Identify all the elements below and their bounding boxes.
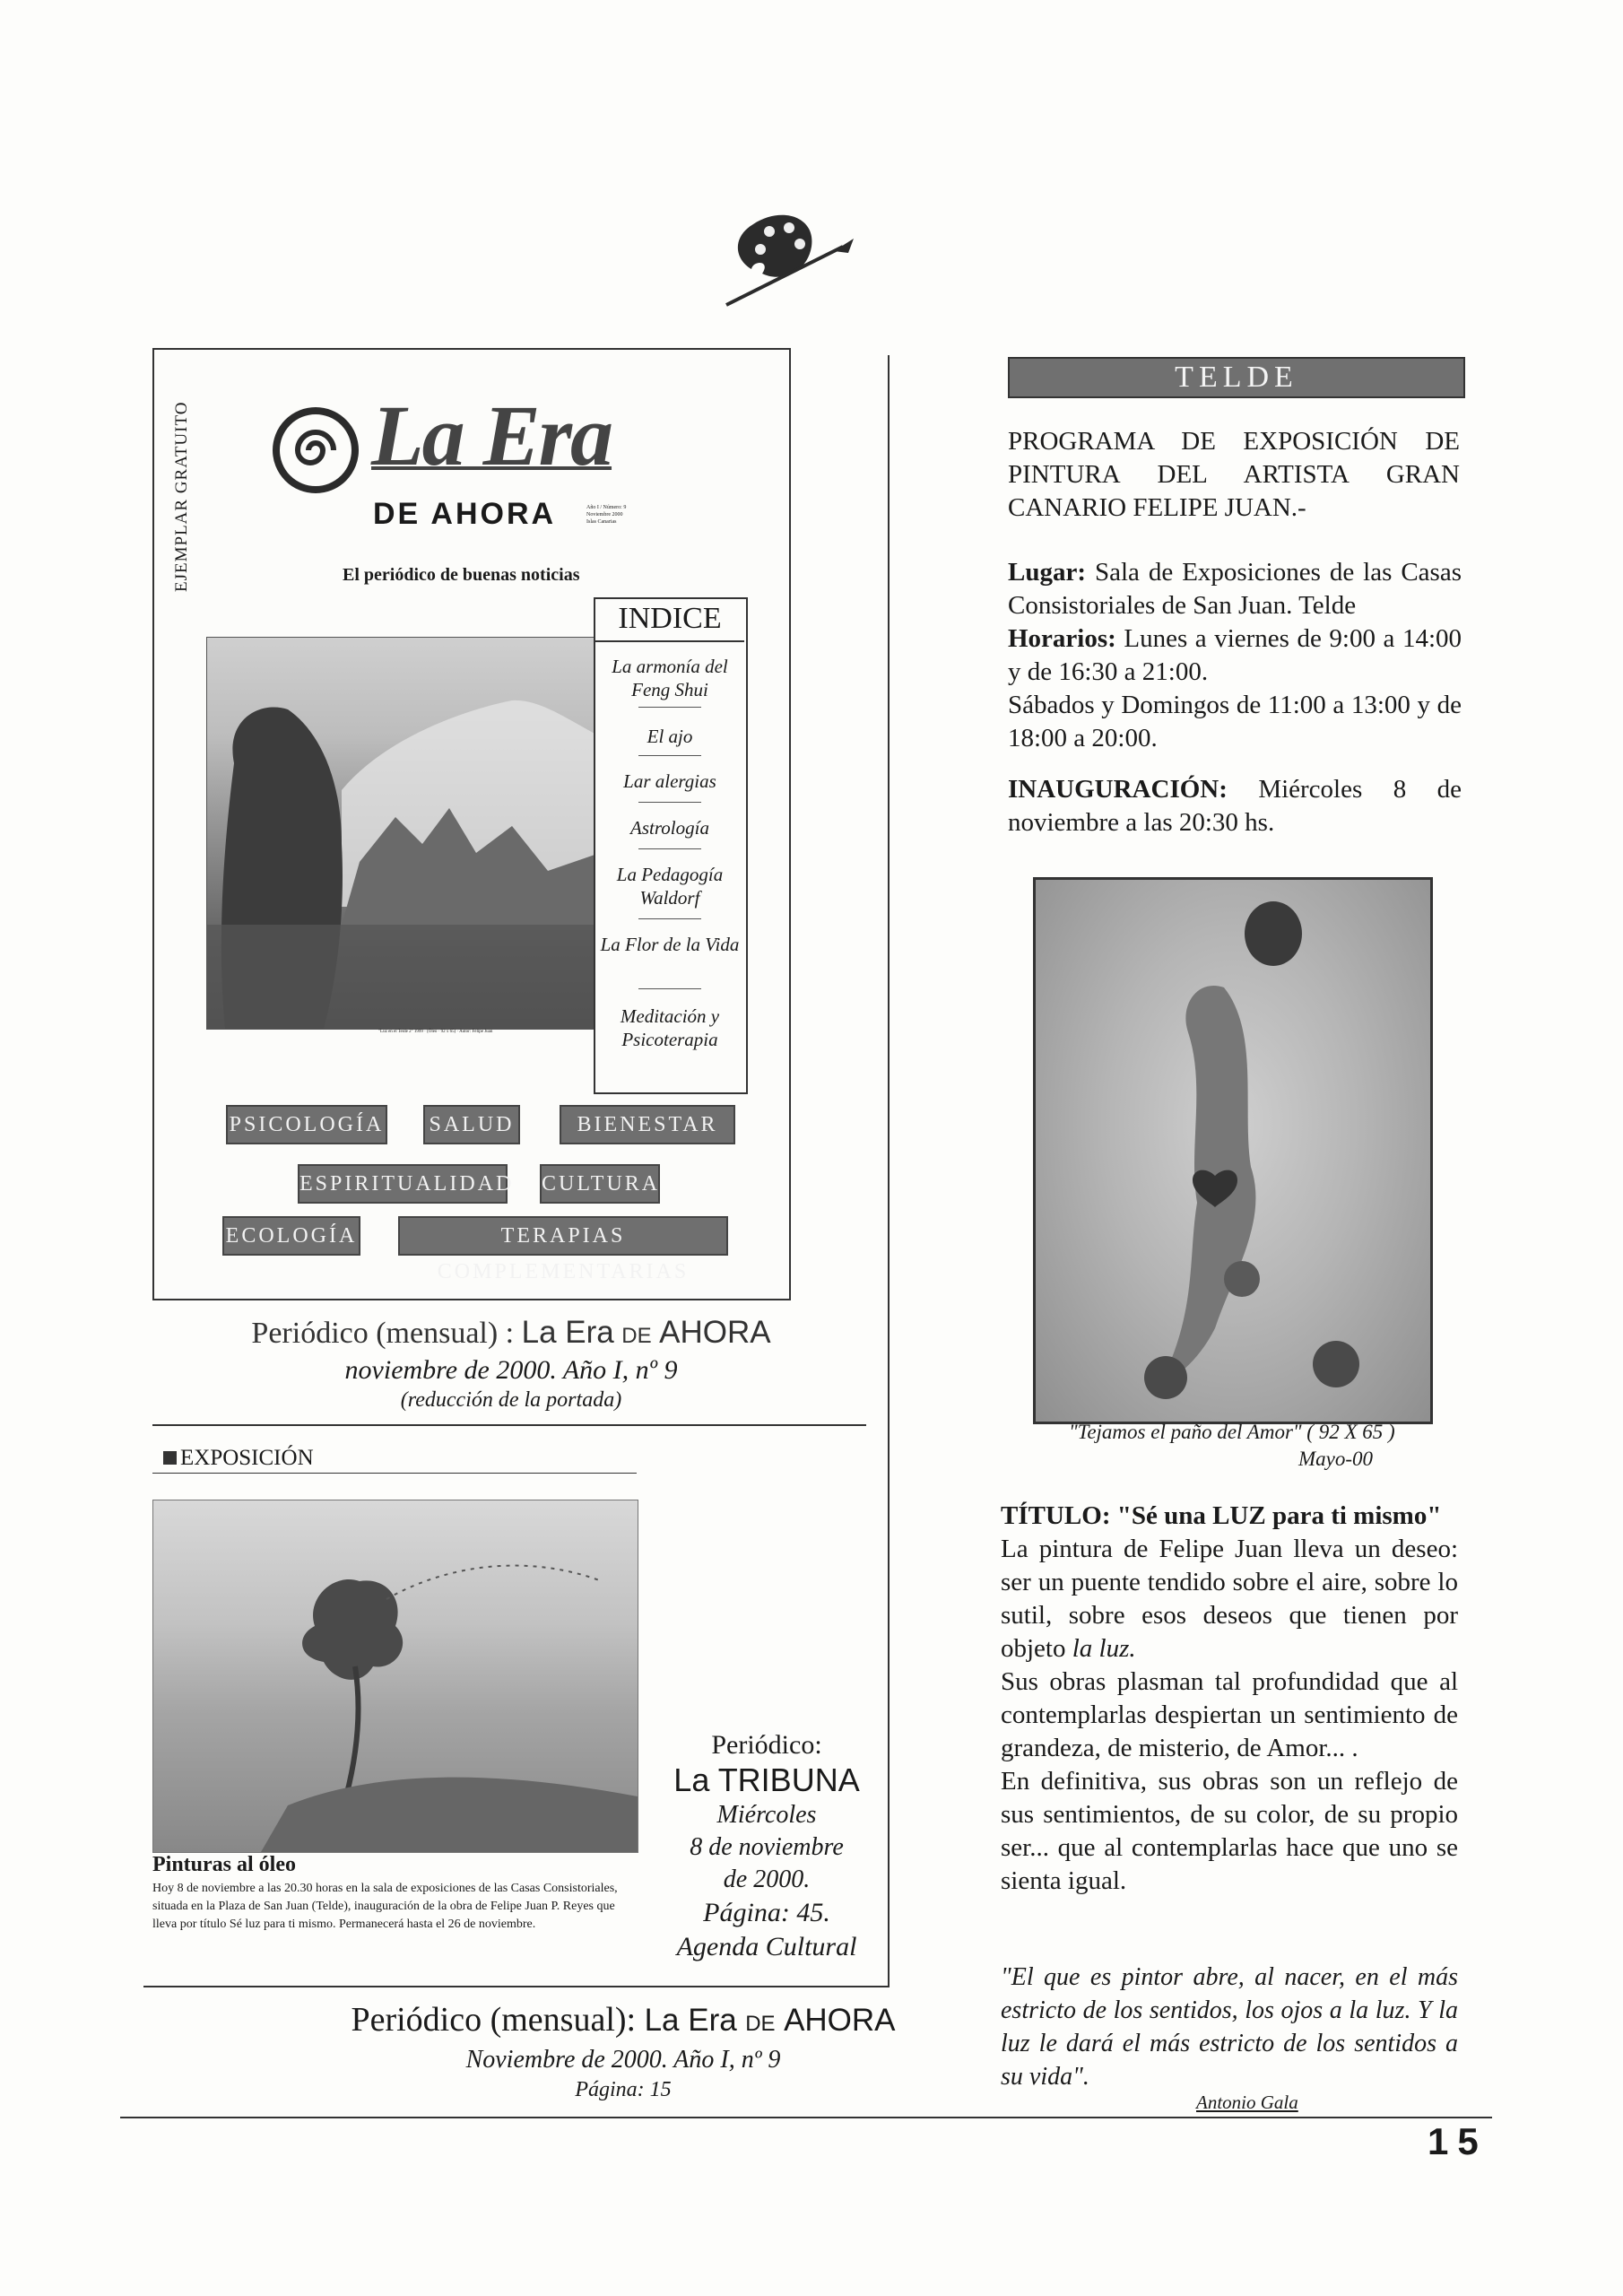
titulo-line (1001, 1500, 1458, 1533)
quote-author: Antonio Gala (1196, 2092, 1298, 2113)
lugar-label: Lugar: (1008, 558, 1086, 587)
square-bullet-icon (163, 1451, 177, 1465)
source-label: Periódico: (711, 1730, 822, 1760)
program-title: PROGRAMA DE EXPOSICIÓN DE PINTURA DEL ARTISTA GRAN CANARIO FELIPE JUAN.- (1008, 427, 1460, 522)
tagline: El periódico de buenas noticias (343, 565, 580, 585)
quote: "El que es pintor abre, al nacer, en el más estricto de los sentidos, los ojos a la luz. Y la luz le dará el más estricto de los sentidos a su vida". (1001, 1963, 1458, 2091)
source-line: Miércoles (716, 1801, 817, 1829)
tribuna-painting (152, 1500, 638, 1853)
article-paragraph (1001, 1533, 1458, 1665)
source-line: Agenda Cultural (676, 1932, 857, 1961)
vertical-label: EJEMPLAR GRATUITO (172, 401, 191, 592)
caption-prefix: Periódico (mensual) : (251, 1317, 515, 1350)
telde-header-text: TELDE (1175, 361, 1298, 394)
band-espiritualidad: ESPIRITUALIDAD (298, 1164, 508, 1204)
issue-line: Año I / Número: 9 (586, 505, 627, 510)
weekend-line: Sábados y Domingos de 11:00 a 13:00 y de 18:00 a 20:00. (1008, 691, 1462, 752)
section-label (163, 1446, 314, 1471)
inaug-text: Miércoles 8 de noviembre a las 20:30 hs. (1008, 775, 1462, 837)
horarios-label: Horarios: (1008, 624, 1116, 653)
column-divider (888, 355, 890, 1986)
info-block (1008, 556, 1462, 839)
painting-caption: "Tejamos el paño del Amor" ( 92 X 65 ) (1069, 1421, 1395, 1443)
painting-date: Mayo-00 (1298, 1448, 1374, 1470)
inaug-label: INAUGURACIÓN: (1008, 775, 1228, 804)
divider (638, 802, 701, 803)
article-text-italic: la luz. (1072, 1634, 1136, 1663)
cover-image-caption: "Luz en el Teide 2" 1999 · (Óleo · 92 x 65) · Autor: Felipe Juan (378, 1030, 493, 1034)
index-title: INDICE (595, 601, 744, 642)
issue-line: Islas Canarias (586, 519, 617, 525)
paper-name: La Era (521, 1315, 614, 1350)
index-box (594, 597, 748, 1094)
spiral-logo-icon (271, 405, 360, 495)
source-line: Página: 45. (703, 1898, 830, 1927)
divider (152, 1424, 866, 1426)
index-item: La Flor de la Vida (600, 934, 740, 955)
titulo-text: "Sé una LUZ para ti mismo" (1116, 1501, 1442, 1530)
band-bienestar: BIENESTAR (560, 1105, 735, 1144)
band-salud: SALUD (423, 1105, 520, 1144)
issue-info (586, 504, 626, 526)
inaug-line (1008, 773, 1462, 839)
article-paragraph: Sus obras plasman tal profundidad que al contemplarlas despiertan un sentimiento de grandeza, de misterio, de Amor... . (1001, 1667, 1458, 1762)
index-item: El ajo (647, 726, 693, 747)
paper-name-ahora: AHORA (784, 2003, 896, 2038)
caption-page: Página: 15 (575, 2078, 672, 2101)
divider (638, 988, 701, 989)
band-psicologia: PSICOLOGÍA (226, 1105, 387, 1144)
index-item: Meditación y Psicoterapia (620, 1005, 720, 1050)
tribuna-source (646, 1729, 888, 1964)
index-item: La Pedagogía Waldorf (616, 864, 724, 909)
tribuna-body: Hoy 8 de noviembre a las 20.30 horas en la sala de exposiciones de las Casas Consistoriales, situada en la Plaza de San Juan (Telde), inauguración de la obra de Felipe Juan P. Reyes que lleva por título Sé luz para ti mismo. Permanecerá hasta el 26 de noviembre. (152, 1882, 618, 1931)
section-label-text: EXPOSICIÓN (180, 1446, 314, 1470)
index-item: Astrología (630, 817, 709, 839)
source-name: La TRIBUNA (673, 1761, 860, 1798)
paper-name: La Era (644, 2003, 737, 2038)
band-terapias: TERAPIAS COMPLEMENTARIAS (398, 1216, 728, 1256)
article-text: La pintura de Felipe Juan lleva un deseo: ser un puente tendido sobre el aire, sobre lo sutil, sobre esos deseos que tienen por objeto (1001, 1535, 1458, 1663)
titulo-label: TÍTULO: (1001, 1501, 1111, 1530)
caption-line (152, 1315, 870, 1354)
band-ecologia: ECOLOGÍA (222, 1216, 360, 1256)
footer-rule (120, 2117, 1492, 2118)
logo-sub: DE AHORA (373, 497, 557, 531)
source-line: 8 de noviembre (690, 1833, 844, 1861)
index-item: La armonía del Feng Shui (612, 656, 728, 700)
divider (638, 755, 701, 756)
logo-main: La Era (371, 387, 612, 483)
cover-painting (206, 637, 601, 1030)
horarios-line (1008, 622, 1462, 689)
divider (638, 707, 701, 708)
index-item: Lar alergias (623, 770, 716, 792)
featured-painting (1033, 877, 1433, 1424)
lugar-text: Sala de Exposiciones de las Casas Consistoriales de San Juan. Telde (1008, 558, 1462, 620)
caption-date: Noviembre de 2000. Año I, nº 9 (465, 2046, 781, 2074)
paper-name-ahora: AHORA (659, 1315, 771, 1350)
article-paragraph: En definitiva, sus obras son un reflejo de sus sentimientos, de su color, de su propio ser... que al contemplarlas hace que uno se sienta igual. (1001, 1767, 1458, 1895)
divider (638, 918, 701, 919)
band-cultura: CULTURA (540, 1164, 660, 1204)
lugar-line (1008, 556, 1462, 622)
caption-note: (reducción de la portada) (400, 1388, 622, 1412)
tribuna-heading: Pinturas al óleo (152, 1853, 296, 1876)
source-line: de 2000. (723, 1866, 811, 1893)
article (1001, 1500, 1458, 1898)
cover-reproduction (152, 348, 791, 1300)
divider (152, 1473, 637, 1474)
caption-line (269, 2000, 977, 2044)
paper-name-de: DE (621, 1324, 652, 1348)
caption-prefix: Periódico (mensual): (351, 2001, 637, 2039)
caption-date: noviembre de 2000. Año I, nº 9 (344, 1355, 678, 1385)
horarios-text: Lunes a viernes de 9:00 a 14:00 y de 16:30 a 21:00. (1008, 624, 1462, 686)
telde-header (1008, 357, 1465, 398)
bottom-caption (269, 2000, 977, 2103)
divider (143, 1986, 890, 1987)
issue-line: Noviembre 2000 (586, 512, 623, 517)
paper-name-de: DE (745, 2012, 776, 2036)
divider (638, 848, 701, 849)
cover-caption (152, 1315, 870, 1413)
page-number: 15 (1428, 2120, 1488, 2162)
palette-brush-icon (717, 206, 861, 314)
